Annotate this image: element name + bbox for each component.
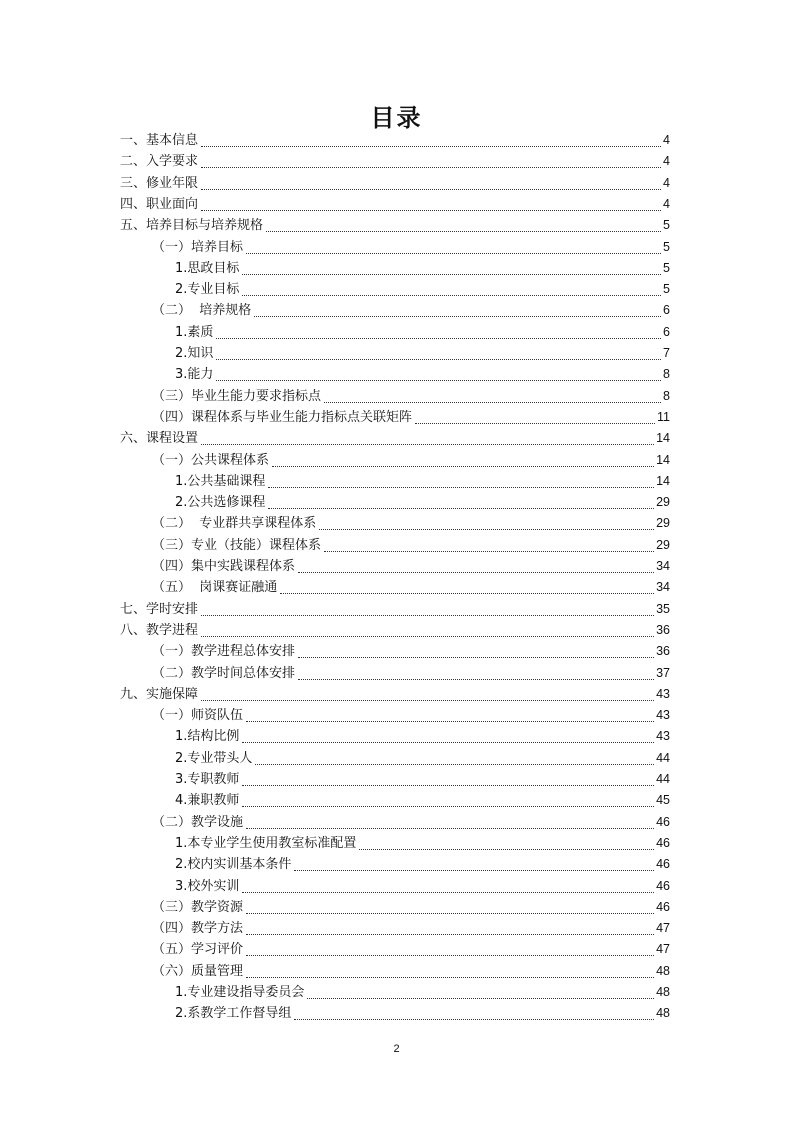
- toc-dot-leader: [246, 967, 654, 978]
- toc-entry[interactable]: [0, 833, 793, 854]
- toc-entry-page: 4: [663, 196, 670, 211]
- toc-entry-label: （三）专业（技能）课程体系: [152, 537, 322, 553]
- toc-dot-leader: [242, 796, 654, 807]
- toc-entry-label: （三）毕业生能力要求指标点: [152, 388, 322, 404]
- toc-entry-page: 48: [656, 1006, 670, 1021]
- toc-entry-label: 2.系教学工作督导组: [175, 1006, 292, 1022]
- toc-dot-leader: [216, 328, 661, 339]
- toc-entry-page: 7: [663, 346, 670, 360]
- toc-dot-leader: [294, 1009, 654, 1020]
- toc-entry[interactable]: [0, 343, 793, 364]
- toc-entry[interactable]: [0, 854, 793, 875]
- toc-entry-page: 46: [656, 857, 670, 872]
- toc-dot-leader: [216, 370, 661, 381]
- toc-entry-label: 3.校外实训: [175, 878, 240, 894]
- toc-entry-label: 3.能力: [175, 367, 214, 383]
- toc-dot-leader: [242, 264, 661, 275]
- toc-entry-page: 4: [663, 133, 670, 147]
- toc-entry[interactable]: [0, 535, 793, 556]
- toc-entry-page: 43: [656, 708, 670, 723]
- toc-entry-page: 45: [656, 793, 670, 808]
- toc-entry[interactable]: [0, 492, 793, 513]
- toc-entry[interactable]: [0, 918, 793, 939]
- toc-entry[interactable]: [0, 812, 793, 833]
- toc-entry[interactable]: [0, 577, 793, 598]
- toc-dot-leader: [255, 754, 654, 765]
- toc-entry-page: 46: [656, 835, 670, 850]
- toc-entry[interactable]: [0, 684, 793, 705]
- toc-entry-label: 2.专业目标: [175, 282, 240, 298]
- toc-entry[interactable]: [0, 939, 793, 960]
- toc-entry-label: 二、入学要求: [120, 154, 199, 170]
- toc-entry-page: 36: [656, 644, 670, 659]
- toc-dot-leader: [272, 456, 654, 467]
- toc-entry[interactable]: [0, 663, 793, 684]
- toc-entry-page: 29: [656, 495, 670, 510]
- toc-entry-page: 8: [663, 367, 670, 382]
- toc-entry-label: 1.思政目标: [175, 260, 240, 276]
- toc-entry-page: 14: [656, 473, 670, 488]
- toc-entry-label: 1.结构比例: [175, 729, 240, 745]
- toc-entry-page: 46: [656, 878, 670, 893]
- toc-entry-page: 48: [656, 985, 670, 999]
- toc-dot-leader: [298, 669, 654, 680]
- toc-entry-page: 14: [656, 431, 670, 446]
- toc-entry-label: （一）教学进程总体安排: [152, 644, 296, 660]
- toc-entry-label: 三、修业年限: [120, 175, 199, 191]
- toc-entry-label: （二） 培养规格: [152, 303, 252, 319]
- toc-entry-label: 1.本专业学生使用教室标准配置: [175, 835, 357, 851]
- toc-entry-label: 3.专职教师: [175, 772, 240, 787]
- toc-entry-label: （一）公共课程体系: [152, 452, 270, 468]
- toc-dot-leader: [298, 647, 654, 658]
- toc-dot-leader: [242, 285, 661, 296]
- toc-dot-leader: [201, 690, 654, 701]
- toc-dot-leader: [307, 988, 654, 999]
- toc-entry-label: （四）集中实践课程体系: [152, 559, 296, 574]
- toc-entry[interactable]: [0, 407, 793, 428]
- toc-entry-label: 1.专业建设指导委员会: [175, 985, 305, 1000]
- toc-dot-leader: [294, 860, 654, 871]
- toc-dot-leader: [201, 605, 654, 616]
- toc-entry[interactable]: [0, 194, 793, 215]
- toc-entry-page: 11: [657, 409, 670, 424]
- toc-entry[interactable]: [0, 364, 793, 385]
- toc-entry[interactable]: [0, 258, 793, 279]
- toc-entry-page: 37: [656, 665, 670, 680]
- toc-entry[interactable]: [0, 513, 793, 534]
- toc-entry-page: 14: [656, 452, 670, 467]
- toc-entry[interactable]: [0, 876, 793, 897]
- toc-entry-page: 35: [656, 601, 670, 616]
- toc-entry-label: 2.专业带头人: [175, 750, 253, 766]
- toc-entry[interactable]: [0, 322, 793, 343]
- toc-dot-leader: [268, 477, 654, 488]
- toc-entry[interactable]: [0, 386, 793, 407]
- toc-dot-leader: [359, 839, 654, 850]
- toc-entry[interactable]: [0, 961, 793, 982]
- toc-entry-page: 44: [656, 750, 670, 765]
- toc-entry[interactable]: [0, 705, 793, 726]
- toc-entry-label: 2.校内实训基本条件: [175, 857, 292, 873]
- toc-entry-label: 4.兼职教师: [175, 793, 240, 809]
- toc-entry[interactable]: [0, 726, 793, 747]
- toc-entry[interactable]: [0, 748, 793, 769]
- document-title: 目录: [370, 104, 423, 132]
- toc-dot-leader: [242, 732, 654, 743]
- toc-dot-leader: [415, 413, 655, 424]
- toc-entry-page: 6: [663, 303, 670, 318]
- toc-entry-page: 6: [663, 324, 670, 339]
- toc-entry-page: 5: [663, 260, 670, 275]
- toc-entry-page: 44: [656, 772, 670, 786]
- toc-dot-leader: [268, 498, 654, 509]
- toc-entry[interactable]: [0, 130, 793, 151]
- toc-dot-leader: [246, 945, 654, 956]
- toc-entry[interactable]: [0, 641, 793, 662]
- toc-entry-label: （三）教学资源: [152, 899, 244, 915]
- toc-entry-page: 48: [656, 963, 670, 978]
- toc-dot-leader: [201, 626, 654, 637]
- toc-dot-leader: [266, 221, 661, 232]
- toc-entry-label: 四、职业面向: [120, 196, 199, 212]
- toc-entry[interactable]: [0, 790, 793, 811]
- toc-entry-label: 一、基本信息: [120, 133, 199, 148]
- toc-entry-label: （五） 岗课赛证融通: [152, 580, 278, 596]
- toc-entry[interactable]: [0, 620, 793, 641]
- toc-entry-page: 29: [656, 516, 670, 531]
- toc-entry-label: （二）教学设施: [152, 814, 244, 830]
- toc-entry-page: 4: [663, 175, 670, 190]
- toc-entry-label: （四）教学方法: [152, 921, 244, 937]
- toc-dot-leader: [246, 711, 654, 722]
- toc-entry[interactable]: [0, 237, 793, 258]
- toc-entry-page: 5: [663, 282, 670, 297]
- toc-entry[interactable]: [0, 1003, 793, 1024]
- toc-entry-page: 43: [656, 729, 670, 744]
- toc-entry[interactable]: [0, 215, 793, 236]
- toc-dot-leader: [254, 306, 661, 317]
- toc-entry-page: 8: [663, 388, 670, 403]
- toc-entry[interactable]: [0, 982, 793, 1003]
- toc-dot-leader: [280, 583, 654, 594]
- toc-entry[interactable]: [0, 300, 793, 321]
- toc-entry[interactable]: [0, 450, 793, 471]
- toc-entry[interactable]: [0, 769, 793, 790]
- toc-dot-leader: [298, 562, 654, 573]
- toc-entry-label: 2.公共选修课程: [175, 495, 266, 511]
- toc-entry-page: 5: [663, 239, 670, 254]
- toc-entry-page: 46: [656, 814, 670, 829]
- toc-entry-page: 4: [663, 154, 670, 169]
- toc-entry-page: 36: [656, 622, 670, 637]
- toc-entry[interactable]: [0, 599, 793, 620]
- toc-entry[interactable]: [0, 471, 793, 492]
- toc-entry-page: 47: [656, 942, 670, 957]
- toc-dot-leader: [246, 818, 654, 829]
- toc-entry-page: 34: [656, 580, 670, 595]
- toc-entry[interactable]: [0, 279, 793, 300]
- toc-entry-label: 2.知识: [175, 346, 214, 361]
- toc-dot-leader: [246, 243, 661, 254]
- toc-dot-leader: [201, 200, 661, 211]
- toc-entry-label: （四）课程体系与毕业生能力指标点关联矩阵: [152, 409, 413, 425]
- toc-entry-page: 5: [663, 218, 670, 233]
- toc-entry[interactable]: [0, 173, 793, 194]
- toc-entry-label: 九、实施保障: [120, 686, 199, 702]
- toc-dot-leader: [216, 349, 661, 360]
- toc-dot-leader: [324, 541, 654, 552]
- toc-dot-leader: [201, 157, 661, 168]
- toc-dot-leader: [246, 924, 654, 935]
- toc-entry[interactable]: [0, 428, 793, 449]
- toc-entry-page: 34: [656, 559, 670, 573]
- toc-entry-label: 七、学时安排: [120, 601, 199, 617]
- toc-entry-page: 43: [656, 686, 670, 701]
- toc-dot-leader: [201, 434, 654, 445]
- toc-entry-page: 29: [656, 537, 670, 552]
- toc-entry-label: （二） 专业群共享课程体系: [152, 516, 317, 532]
- toc-entry-label: 1.素质: [175, 324, 214, 340]
- toc-entry[interactable]: [0, 556, 793, 577]
- toc-entry[interactable]: [0, 897, 793, 918]
- toc-dot-leader: [319, 519, 654, 530]
- toc-entry-page: 46: [656, 899, 670, 914]
- toc-dot-leader: [201, 179, 661, 190]
- toc-dot-leader: [242, 775, 654, 786]
- toc-entry-label: （六）质量管理: [152, 963, 244, 979]
- toc-dot-leader: [246, 903, 654, 914]
- toc-entry-label: （二）教学时间总体安排: [152, 665, 296, 681]
- toc-entry-label: 五、培养目标与培养规格: [120, 218, 264, 234]
- toc-entry-label: 1.公共基础课程: [175, 473, 266, 489]
- toc-entry-page: 47: [656, 921, 670, 936]
- toc-entry-label: （一）培养目标: [152, 239, 244, 255]
- page-number: 2: [393, 1043, 400, 1055]
- toc-dot-leader: [201, 136, 661, 147]
- toc-entry-label: （一）师资队伍: [152, 708, 244, 724]
- toc-entry-label: 六、课程设置: [120, 431, 199, 447]
- toc-entry[interactable]: [0, 151, 793, 172]
- toc-dot-leader: [242, 882, 654, 893]
- toc-entry-label: 八、教学进程: [120, 622, 199, 638]
- toc-dot-leader: [324, 392, 661, 403]
- toc-entry-label: （五）学习评价: [152, 942, 244, 958]
